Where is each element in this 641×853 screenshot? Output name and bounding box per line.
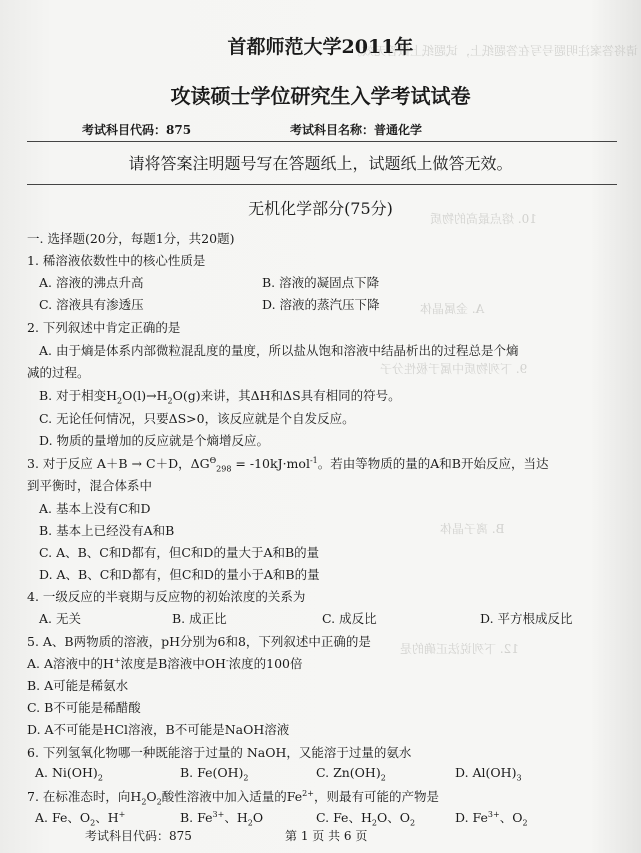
q4-option-a: A. 无关: [39, 611, 81, 626]
q1-option-d: D. 溶液的蒸汽压下降: [262, 297, 380, 312]
subject-code-label: 考试科目代码：875: [82, 123, 192, 137]
show-through-text: 9. 下列物质中属于极性分子: [380, 362, 528, 376]
q3-option-a: A. 基本上没有C和D: [39, 501, 151, 516]
q5-option-b: B. A可能是稀氨水: [27, 678, 129, 693]
notice-divider: [27, 184, 617, 185]
q5-option-c: C. B不可能是稀醋酸: [27, 700, 141, 715]
show-through-text: A. 金属晶体: [420, 302, 485, 316]
q2-option-d: D. 物质的量增加的反应就是个熵增反应。: [39, 433, 270, 448]
q3-stem: 3. 对于反应 A＋B → C＋D，$\Delta G^\Theta_{298} = -10kJ\cdot mol^{-1}$。若由等物质的量的A和B开始反应，当达: [27, 455, 549, 474]
q3-option-c: C. A、B、C和D都有，但C和D的量大于A和B的量: [39, 545, 320, 560]
show-through-text: 12. 下列说法正确的是: [400, 642, 519, 656]
q1-option-b: B. 溶液的凝固点下降: [262, 275, 380, 290]
q7-option-d: D. $Fe^{3+}$、$O_2$: [455, 809, 528, 828]
header-divider: [27, 141, 617, 142]
q4-option-d: D. 平方根成反比: [480, 611, 573, 626]
q5-option-a: A. A溶液中的H+浓度是B溶液中OH-浓度的100倍: [27, 655, 303, 671]
q4-option-b: B. 成正比: [172, 611, 227, 626]
footer-page-number: 第 1 页 共 6 页: [285, 829, 368, 843]
q6-option-b: B. $Fe(OH)_2$: [180, 765, 249, 783]
part-title: 一. 选择题(20分，每题1分，共20题): [27, 231, 235, 246]
q4-stem: 4. 一级反应的半衰期与反应物的初始浓度的关系为: [27, 589, 306, 604]
footer-subject-code: 考试科目代码：875: [85, 829, 192, 843]
q1-option-c: C. 溶液具有渗透压: [39, 297, 144, 312]
q7-option-b: B. $Fe^{3+}$、$H_2O$: [180, 809, 264, 828]
q5-stem: 5. A、B两物质的溶液，pH分别为6和8，下列叙述中正确的是: [27, 634, 371, 649]
q6-option-d: D. $Al(OH)_3$: [455, 765, 522, 783]
q7-option-c: C. Fe、$H_2O$、$O_2$: [316, 810, 416, 828]
q6-option-c: C. $Zn(OH)_2$: [316, 765, 386, 783]
exam-title: 攻读硕士学位研究生入学考试试卷: [170, 84, 471, 108]
answer-notice: 请将答案注明题号写在答题纸上，试题纸上做答无效。: [128, 154, 513, 173]
q5-option-d: D. A不可能是HCl溶液，B不可能是NaOH溶液: [27, 722, 290, 737]
q3-option-d: D. A、B、C和D都有，但C和D的量小于A和B的量: [39, 567, 320, 582]
show-through-text: 10. 熔点最高的物质: [430, 212, 537, 226]
q4-option-c: C. 成反比: [322, 611, 377, 626]
q1-stem: 1. 稀溶液依数性中的核心性质是: [27, 253, 206, 268]
q2-option-a-cont: 减的过程。: [27, 365, 90, 380]
university-title: 首都师范大学2011年: [227, 36, 414, 58]
q2-option-b: B. 对于相变$H_2O(l)\to H_2O(g)$来讲，其ΔH和ΔS具有相同的符号。: [39, 388, 401, 406]
section-title: 无机化学部分(75分): [248, 199, 393, 218]
show-through-text: 请将答案注明题号写在答题纸上，试题纸上做答无效。: [350, 44, 639, 58]
q2-option-c: C. 无论任何情况，只要ΔS>0，该反应就是个自发反应。: [39, 411, 355, 426]
q2-stem: 2. 下列叙述中肯定正确的是: [27, 320, 181, 335]
show-through-text: B. 离子晶体: [440, 522, 505, 536]
q3-option-b: B. 基本上已经没有A和B: [39, 523, 175, 538]
q7-stem: 7. 在标准态时，向$H_2O_2$酸性溶液中加入适量的$Fe^{2+}$，则最有可能的产物是: [27, 788, 439, 807]
q6-stem: 6. 下列氢氧化物哪一种既能溶于过量的 NaOH，又能溶于过量的氨水: [27, 745, 412, 760]
q1-option-a: A. 溶液的沸点升高: [39, 275, 144, 290]
q3-stem-cont: 到平衡时，混合体系中: [27, 478, 153, 493]
subject-name-label: 考试科目名称：普通化学: [290, 123, 423, 137]
q7-option-a: A. Fe、$O_2$、H+: [35, 809, 126, 828]
q6-option-a: A. $Ni(OH)_2$: [35, 765, 103, 783]
q2-option-a: A. 由于熵是体系内部微粒混乱度的量度，所以盐从饱和溶液中结晶析出的过程总是个熵: [39, 343, 519, 358]
